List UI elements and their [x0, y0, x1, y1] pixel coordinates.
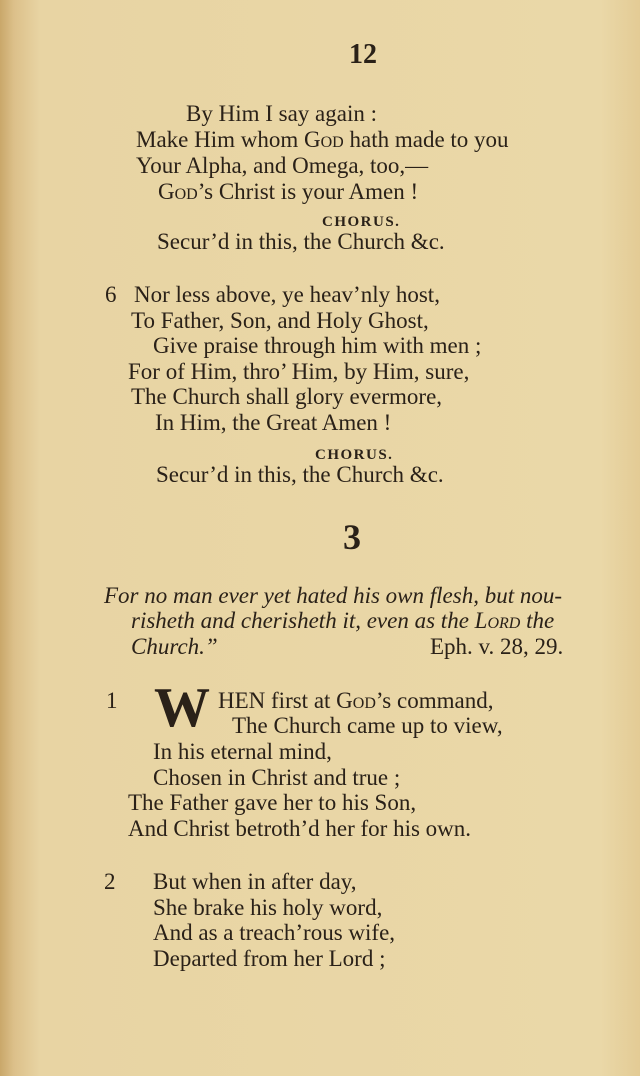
chorus-refrain: Secur’d in this, the Church &c.: [156, 462, 444, 487]
chorus-label: CHORUS.: [315, 447, 394, 463]
scripture-reference: Eph. v. 28, 29.: [430, 634, 564, 659]
verse-line: HEN first at God’s command,: [218, 688, 494, 713]
verse-line: Give praise through him with men ;: [153, 333, 482, 358]
hymn-number: 3: [343, 517, 361, 557]
verse-line: And as a treach’rous wife,: [153, 920, 396, 945]
verse-line: In his eternal mind,: [153, 739, 332, 764]
verse-line: To Father, Son, and Holy Ghost,: [131, 308, 429, 333]
epigraph-line: Church.”: [131, 634, 218, 659]
verse-number: 1: [106, 688, 118, 713]
drop-cap: W: [154, 677, 210, 739]
verse-line: She brake his holy word,: [153, 895, 383, 920]
verse-line: For of Him, thro’ Him, by Him, sure,: [128, 359, 470, 384]
verse-line: Departed from her Lord ;: [153, 946, 386, 971]
verse-line: Chosen in Christ and true ;: [153, 765, 401, 790]
verse-number: 6: [105, 282, 117, 307]
epigraph-line: For no man ever yet hated his own flesh, but nou-: [104, 583, 563, 608]
verse-line: In Him, the Great Amen !: [155, 410, 392, 435]
verse-line: Your Alpha, and Omega, too,—: [136, 153, 429, 178]
page-number: 12: [349, 39, 377, 70]
verse-line: The Father gave her to his Son,: [128, 790, 417, 815]
verse-line: Make Him whom God hath made to you: [136, 127, 509, 152]
chorus-label: CHORUS.: [322, 214, 401, 230]
verse-line: God’s Christ is your Amen !: [158, 179, 419, 204]
verse-line: The Church shall glory evermore,: [131, 384, 443, 409]
verse-line: By Him I say again :: [186, 101, 377, 126]
epigraph-line: risheth and cherisheth it, even as the Lord the: [131, 608, 555, 633]
verse-line: And Christ betroth’d her for his own.: [128, 816, 472, 841]
verse-number: 2: [104, 869, 116, 894]
verse-line: But when in after day,: [153, 869, 357, 894]
verse-line: Nor less above, ye heav’nly host,: [134, 282, 440, 307]
chorus-refrain: Secur’d in this, the Church &c.: [157, 229, 445, 254]
verse-line: The Church came up to view,: [232, 713, 503, 738]
